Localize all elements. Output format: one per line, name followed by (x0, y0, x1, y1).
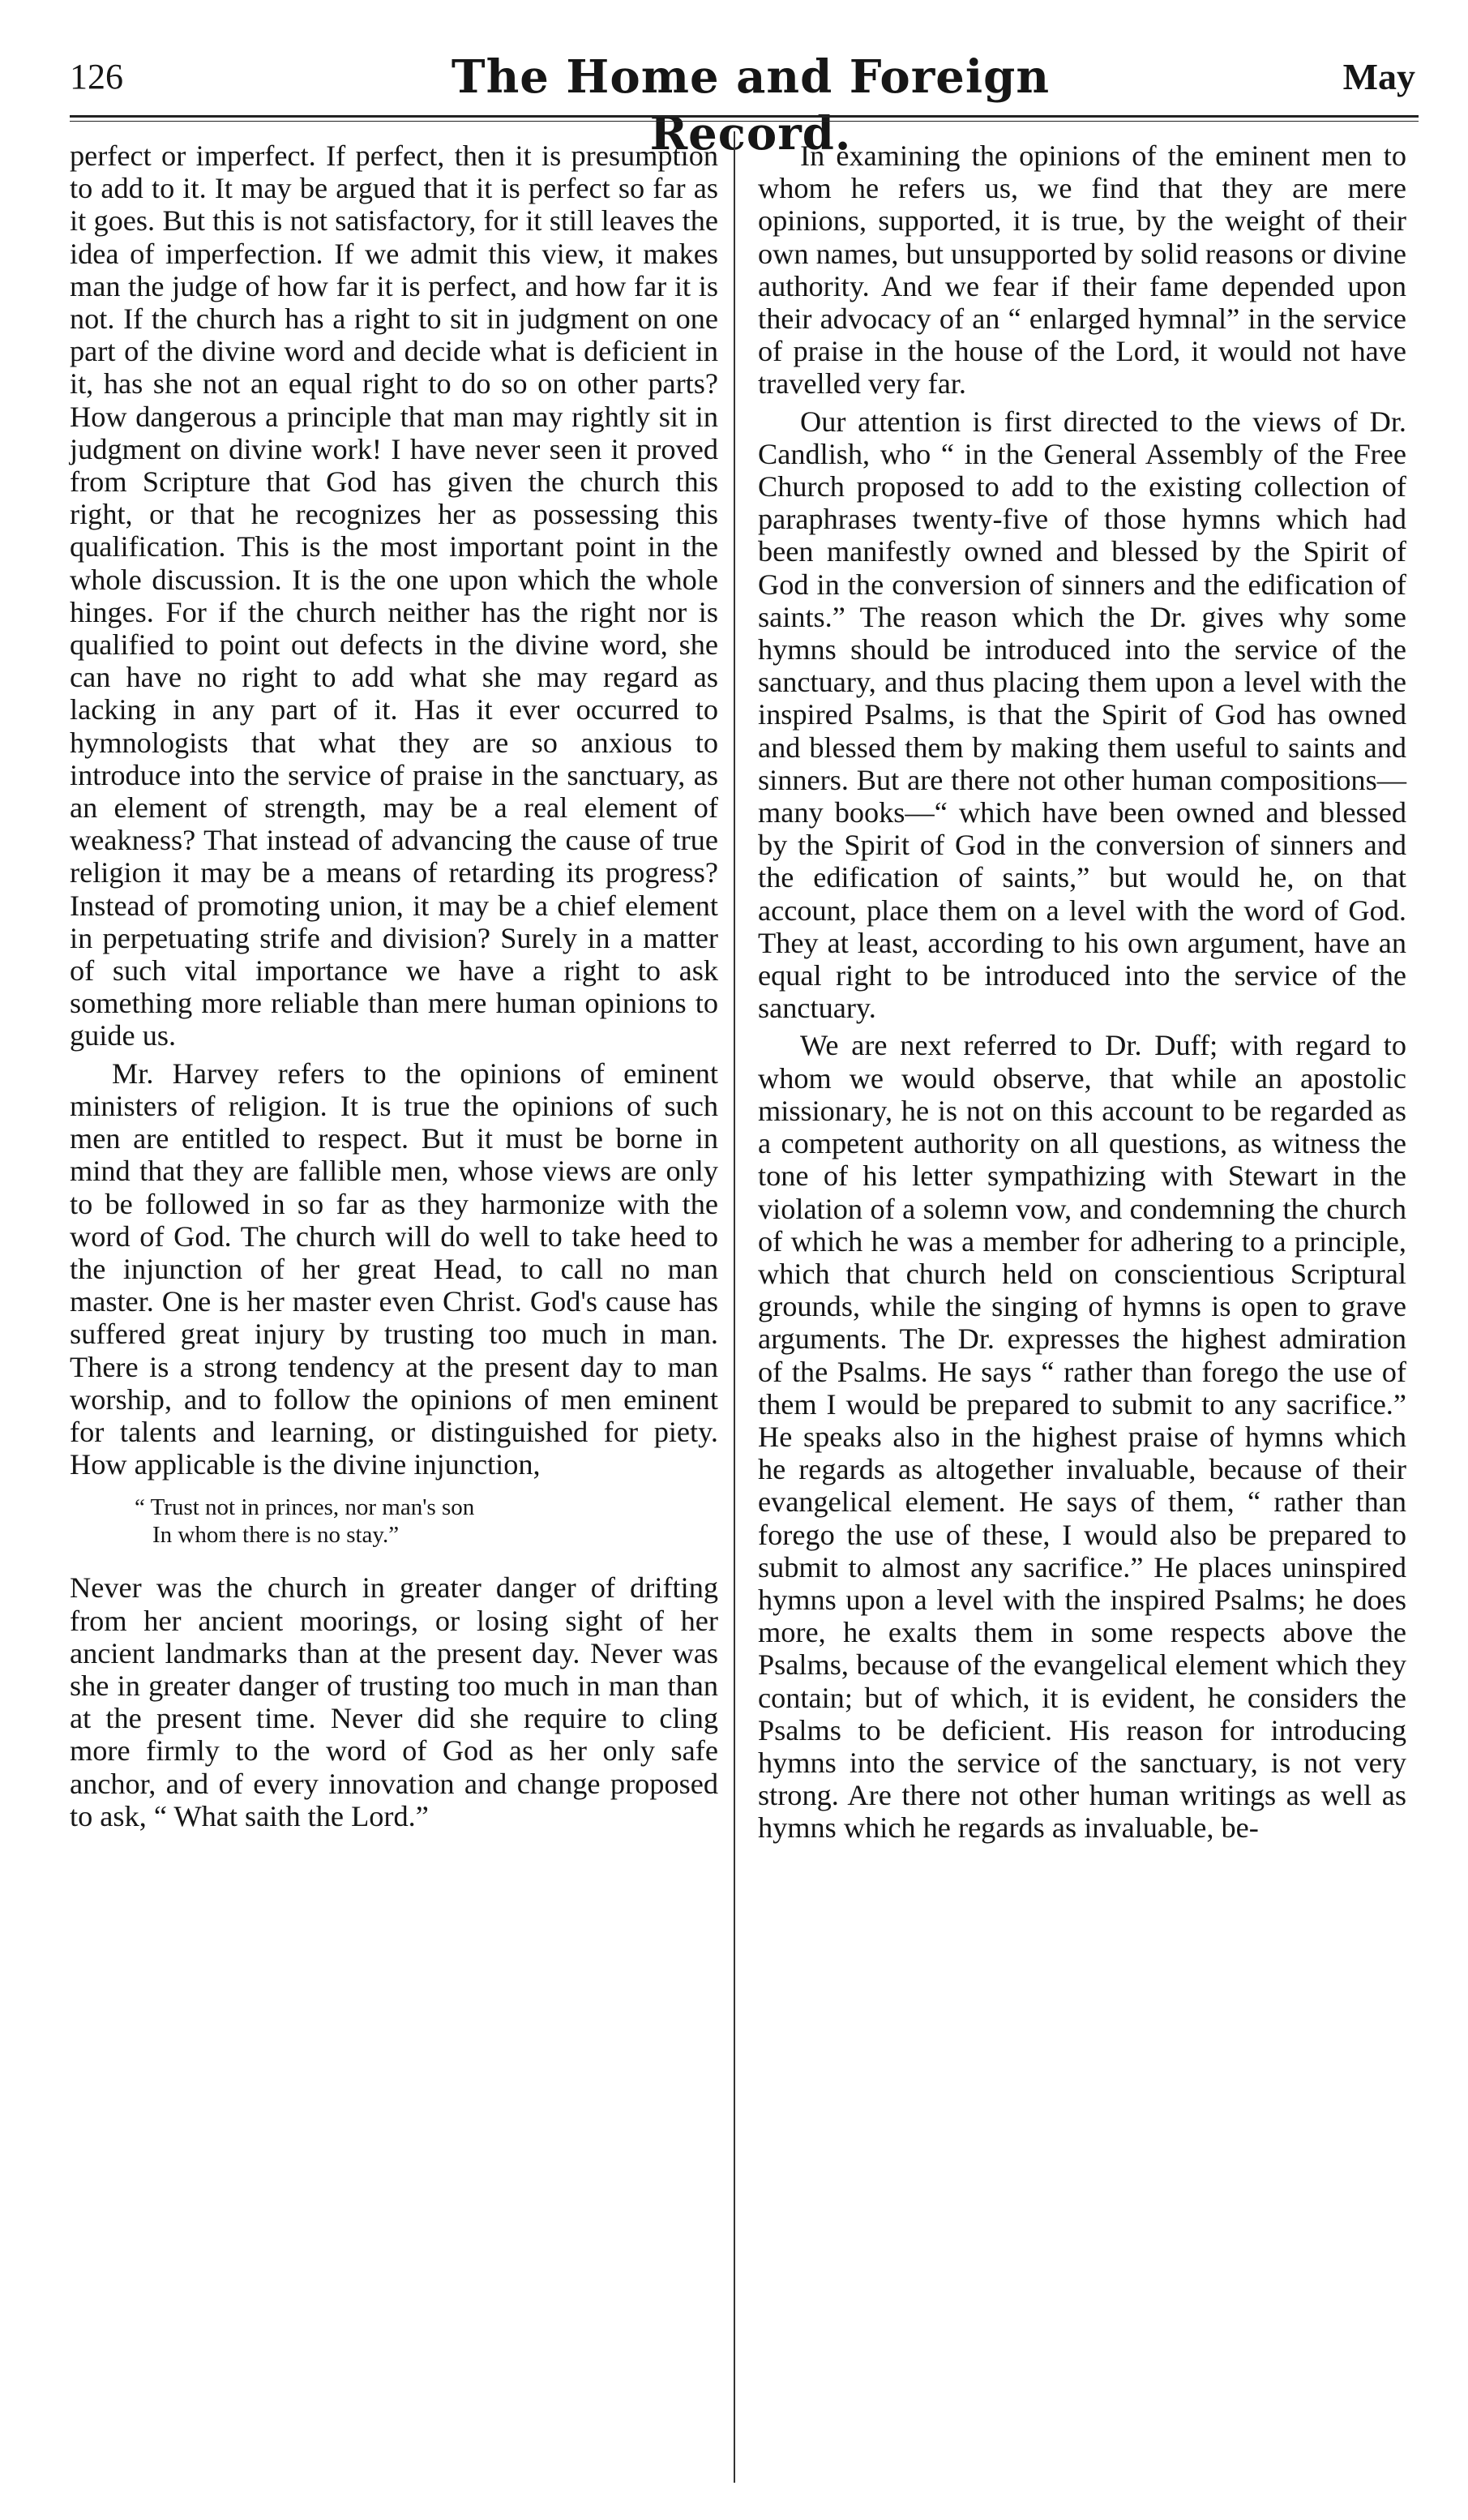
issue-month: May (1342, 56, 1415, 97)
verse-quotation (135, 1494, 718, 1549)
left-column (70, 139, 718, 1837)
paragraph: Mr. Harvey refers to the opinions of eminent ministers of religion. It is true the opinions of such men are entitled to respect. But it must be borne in mind that they are fallible men, whose views are only to be followed in so far as they harmonize with the word of God. The church will do well to take heed to the injunction of her great Head, to call no man master. One is her master even Christ. God's cause has suffered great injury by trusting too much in man. There is a strong tendency at the present day to man worship, and to follow the opinions of men eminent for talents and learning, or distinguished for piety. How applicable is the divine injunction, (70, 1056, 718, 1481)
header-rule-thin (70, 121, 1419, 122)
running-header (70, 49, 1415, 161)
header-rule-thick (70, 115, 1419, 118)
column-divider (734, 131, 735, 2483)
paragraph: perfect or imperfect. If perfect, then it is presumption to add to it. It may be argued that it is perfect so far as it goes. But this is not satisfactory, for it still leaves the idea of imperfection. If we admit this view, it makes man the judge of how far it is perfect, and how far it is not. If the church has a right to sit in judgment on one part of the divine word and decide what is deficient in it, has she not an equal right to do so on other parts? How dangerous a principle that man may rightly sit in judgment on divine work! I have never seen it proved from Scripture that God has given the church this right, or that he recognizes her as possessing this qualification. This is the most important point in the whole discussion. It is the one upon which the whole hinges. For if the church neither has the right nor is qualified to point out defects in the divine word, she can have no right to add what she may regard as lacking in any part of it. Has it ever occurred to hymnologists that what they are so anxious to introduce into the service of praise in the sanctuary, as an element of strength, may be a real element of weakness? That instead of advancing the cause of true religion it may be a means of retarding its progress? Instead of promoting union, it may be a chief element in perpetuating strife and division? Surely in a matter of such vital importance we have a right to ask something more reliable than mere human opinions to guide us. (70, 139, 718, 1052)
paragraph: Never was the church in greater danger of drifting from her ancient moorings, or losing sight of her ancient landmarks than at the present day. Never was she in greater danger of trusting too much in man than at the present time. Never did she require to cling more firmly to the word of God as her only safe anchor, and of every innovation and change proposed to ask, “ What saith the Lord.” (70, 1571, 718, 1832)
page-number: 126 (70, 57, 123, 96)
paragraph: We are next referred to Dr. Duff; with regard to whom we would observe, that while an apostolic missionary, he is not on this account to be regarded as a competent authority on all questions, as witness the tone of his letter sympathizing with Stewart in the violation of a solemn vow, and condemning the church of which he was a member for adhering to a principle, which that church held on conscientious Scriptural grounds, while the singing of hymns is open to grave arguments. The Dr. expresses the highest admiration of the Psalms. He says “ rather than forego the use of them I would be prepared to submit to any sacrifice.” He speaks also in the highest praise of hymns which he regards as altogether invaluable, because of their evangelical element. He says of them, “ rather than forego the use of these, I would also be prepared to submit to almost any sacrifice.” He places uninspired hymns upon a level with the inspired Psalms; he does more, he exalts them in some respects above the Psalms, because of the evangelical element which they contain; but of which, it is evident, he considers the Psalms to be deficient. His reason for introducing hymns into the service of the sanctuary, is not very strong. Are there not other human writings as well as hymns which he regards as invaluable, be- (758, 1029, 1406, 1845)
quote-line: “ Trust not in princes, nor man's son (135, 1494, 475, 1521)
right-column (758, 139, 1406, 1849)
paragraph: In examining the opinions of the eminent men to whom he refers us, we find that they are mere opinions, supported, it is true, by the weight of their own names, but unsupported by solid reasons or divine authority. And we fear if their fame depended upon their advocacy of an “ enlarged hymnal” in the service of praise in the house of the Lord, it would not have travelled very far. (758, 139, 1406, 401)
quote-line: In whom there is no stay.” (152, 1522, 400, 1549)
paragraph: Our attention is first directed to the views of Dr. Candlish, who “ in the General Assembly of the Free Church proposed to add to the existing collection of paraphrases twenty-five of those hymns which had been manifestly owned and blessed by the Spirit of God in the conversion of sinners and the edification of saints.” The reason which the Dr. gives why some hymns should be introduced into the service of the sanctuary, and thus placing them upon a level with the inspired Psalms, is that the Spirit of God has owned and blessed them by making them useful to saints and sinners. But are there not other human compositions—many books—“ which have been owned and blessed by the Spirit of God in the conversion of sinners and the edification of saints,” but would he, on that account, place them on a level with the word of God. They at least, according to his own argument, have an equal right to be introduced into the service of the sanctuary. (758, 405, 1406, 1025)
journal-title: The Home and Foreign Record. (451, 50, 1051, 161)
